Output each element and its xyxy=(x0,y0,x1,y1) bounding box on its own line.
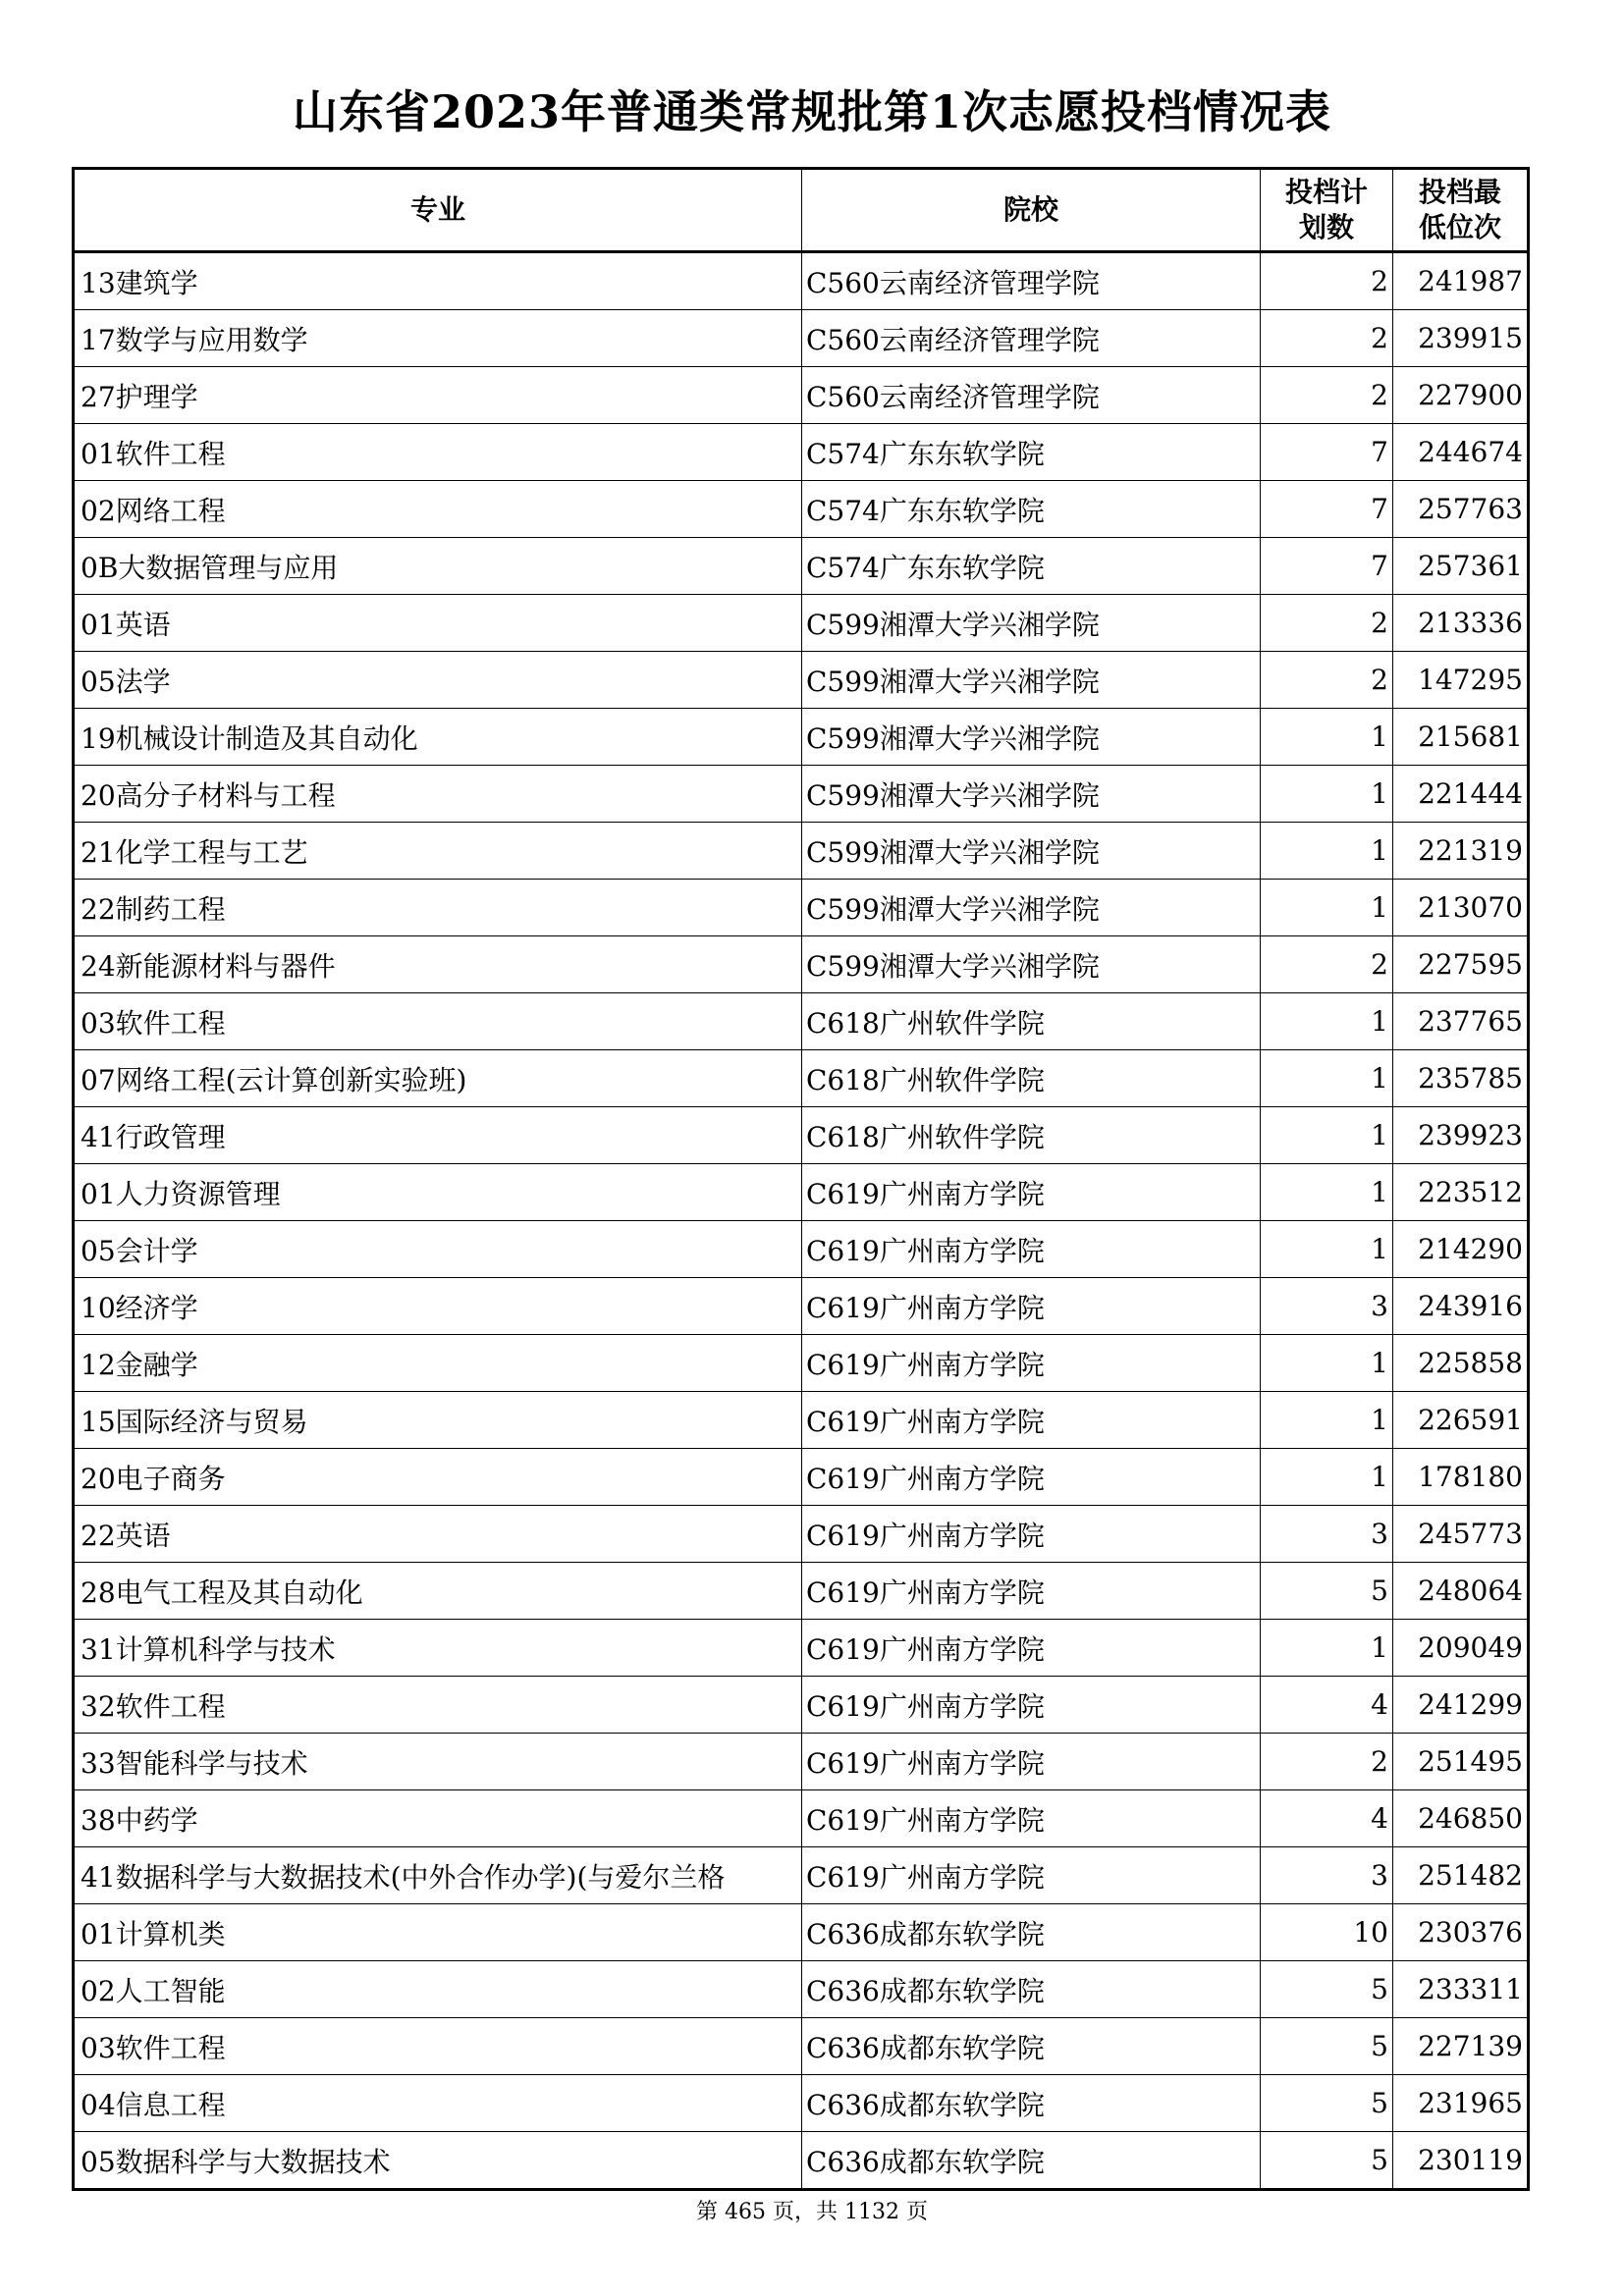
school-cell: C619广州南方学院 xyxy=(802,1164,1261,1221)
plan-count-cell: 2 xyxy=(1261,595,1393,652)
table-row xyxy=(74,1506,1529,1563)
page-title: 山东省2023年普通类常规批第1次志愿投档情况表 xyxy=(292,85,1332,138)
major-cell: 15国际经济与贸易 xyxy=(74,1392,802,1449)
school-cell: C619广州南方学院 xyxy=(802,1506,1261,1563)
table-row xyxy=(74,709,1529,766)
school-cell: C619广州南方学院 xyxy=(802,1734,1261,1790)
min-rank-cell: 230376 xyxy=(1393,1904,1529,1961)
major-cell: 04信息工程 xyxy=(74,2075,802,2132)
min-rank-cell: 227139 xyxy=(1393,2018,1529,2075)
major-cell: 05法学 xyxy=(74,652,802,709)
header-plan-line2: 划数 xyxy=(1298,211,1354,243)
min-rank-cell: 215681 xyxy=(1393,709,1529,766)
major-cell: 33智能科学与技术 xyxy=(74,1734,802,1790)
school-cell: C599湘潭大学兴湘学院 xyxy=(802,652,1261,709)
major-cell: 20高分子材料与工程 xyxy=(74,766,802,823)
plan-count-cell: 1 xyxy=(1261,709,1393,766)
school-cell: C636成都东软学院 xyxy=(802,1904,1261,1961)
major-cell: 01英语 xyxy=(74,595,802,652)
table-header-row xyxy=(74,169,1529,252)
table-row xyxy=(74,1050,1529,1107)
plan-count-cell: 1 xyxy=(1261,1221,1393,1278)
table-row xyxy=(74,595,1529,652)
plan-count-cell: 4 xyxy=(1261,1677,1393,1734)
plan-count-cell: 7 xyxy=(1261,424,1393,481)
table-row xyxy=(74,823,1529,880)
plan-count-cell: 7 xyxy=(1261,538,1393,595)
plan-count-cell: 1 xyxy=(1261,993,1393,1050)
header-rank-line2: 低位次 xyxy=(1418,211,1501,243)
school-cell: C599湘潭大学兴湘学院 xyxy=(802,595,1261,652)
table-row xyxy=(74,252,1529,310)
school-cell: C619广州南方学院 xyxy=(802,1278,1261,1335)
major-cell: 28电气工程及其自动化 xyxy=(74,1563,802,1620)
major-cell: 24新能源材料与器件 xyxy=(74,936,802,993)
major-cell: 03软件工程 xyxy=(74,993,802,1050)
min-rank-cell: 248064 xyxy=(1393,1563,1529,1620)
min-rank-cell: 235785 xyxy=(1393,1050,1529,1107)
major-cell: 41数据科学与大数据技术(中外合作办学)(与爱尔兰格 xyxy=(74,1847,802,1904)
plan-count-cell: 3 xyxy=(1261,1847,1393,1904)
header-school: 院校 xyxy=(802,169,1261,252)
school-cell: C619广州南方学院 xyxy=(802,1449,1261,1506)
min-rank-cell: 209049 xyxy=(1393,1620,1529,1677)
school-cell: C619广州南方学院 xyxy=(802,1847,1261,1904)
major-cell: 21化学工程与工艺 xyxy=(74,823,802,880)
school-cell: C560云南经济管理学院 xyxy=(802,367,1261,424)
min-rank-cell: 231965 xyxy=(1393,2075,1529,2132)
plan-count-cell: 2 xyxy=(1261,252,1393,310)
table-row xyxy=(74,2075,1529,2132)
school-cell: C619广州南方学院 xyxy=(802,1392,1261,1449)
plan-count-cell: 2 xyxy=(1261,310,1393,367)
min-rank-cell: 246850 xyxy=(1393,1790,1529,1847)
plan-count-cell: 4 xyxy=(1261,1790,1393,1847)
table-row xyxy=(74,1847,1529,1904)
school-cell: C599湘潭大学兴湘学院 xyxy=(802,709,1261,766)
major-cell: 31计算机科学与技术 xyxy=(74,1620,802,1677)
major-cell: 13建筑学 xyxy=(74,252,802,310)
major-cell: 02人工智能 xyxy=(74,1961,802,2018)
major-cell: 01计算机类 xyxy=(74,1904,802,1961)
min-rank-cell: 147295 xyxy=(1393,652,1529,709)
school-cell: C618广州软件学院 xyxy=(802,1050,1261,1107)
min-rank-cell: 221444 xyxy=(1393,766,1529,823)
table-row xyxy=(74,1107,1529,1164)
table-row xyxy=(74,993,1529,1050)
header-major: 专业 xyxy=(74,169,802,252)
min-rank-cell: 251495 xyxy=(1393,1734,1529,1790)
school-cell: C619广州南方学院 xyxy=(802,1563,1261,1620)
major-cell: 10经济学 xyxy=(74,1278,802,1335)
plan-count-cell: 2 xyxy=(1261,652,1393,709)
table-row xyxy=(74,1449,1529,1506)
table-row xyxy=(74,1620,1529,1677)
page-footer: 第 465 页，共 1132 页 xyxy=(696,2200,928,2224)
plan-count-cell: 3 xyxy=(1261,1278,1393,1335)
major-cell: 38中药学 xyxy=(74,1790,802,1847)
table-row xyxy=(74,1392,1529,1449)
table-row xyxy=(74,766,1529,823)
major-cell: 02网络工程 xyxy=(74,481,802,538)
min-rank-cell: 243916 xyxy=(1393,1278,1529,1335)
table-row xyxy=(74,880,1529,936)
major-cell: 05会计学 xyxy=(74,1221,802,1278)
min-rank-cell: 226591 xyxy=(1393,1392,1529,1449)
plan-count-cell: 5 xyxy=(1261,1563,1393,1620)
school-cell: C636成都东软学院 xyxy=(802,2075,1261,2132)
major-cell: 41行政管理 xyxy=(74,1107,802,1164)
min-rank-cell: 214290 xyxy=(1393,1221,1529,1278)
school-cell: C619广州南方学院 xyxy=(802,1335,1261,1392)
plan-count-cell: 1 xyxy=(1261,766,1393,823)
min-rank-cell: 244674 xyxy=(1393,424,1529,481)
major-cell: 05数据科学与大数据技术 xyxy=(74,2132,802,2190)
table-row xyxy=(74,1278,1529,1335)
min-rank-cell: 239923 xyxy=(1393,1107,1529,1164)
school-cell: C636成都东软学院 xyxy=(802,2018,1261,2075)
major-cell: 17数学与应用数学 xyxy=(74,310,802,367)
major-cell: 27护理学 xyxy=(74,367,802,424)
table-row xyxy=(74,481,1529,538)
header-rank-line1: 投档最 xyxy=(1418,176,1501,208)
min-rank-cell: 223512 xyxy=(1393,1164,1529,1221)
table-row xyxy=(74,652,1529,709)
school-cell: C560云南经济管理学院 xyxy=(802,252,1261,310)
plan-count-cell: 5 xyxy=(1261,2018,1393,2075)
plan-count-cell: 1 xyxy=(1261,1449,1393,1506)
major-cell: 07网络工程(云计算创新实验班) xyxy=(74,1050,802,1107)
school-cell: C619广州南方学院 xyxy=(802,1677,1261,1734)
min-rank-cell: 233311 xyxy=(1393,1961,1529,2018)
plan-count-cell: 5 xyxy=(1261,1961,1393,2018)
school-cell: C618广州软件学院 xyxy=(802,993,1261,1050)
plan-count-cell: 7 xyxy=(1261,481,1393,538)
min-rank-cell: 225858 xyxy=(1393,1335,1529,1392)
plan-count-cell: 2 xyxy=(1261,936,1393,993)
min-rank-cell: 213070 xyxy=(1393,880,1529,936)
major-cell: 0B大数据管理与应用 xyxy=(74,538,802,595)
plan-count-cell: 10 xyxy=(1261,1904,1393,1961)
plan-count-cell: 2 xyxy=(1261,367,1393,424)
table-row xyxy=(74,1961,1529,2018)
major-cell: 19机械设计制造及其自动化 xyxy=(74,709,802,766)
major-cell: 32软件工程 xyxy=(74,1677,802,1734)
school-cell: C619广州南方学院 xyxy=(802,1790,1261,1847)
min-rank-cell: 230119 xyxy=(1393,2132,1529,2190)
table-row xyxy=(74,1677,1529,1734)
school-cell: C574广东东软学院 xyxy=(802,424,1261,481)
header-rank xyxy=(1393,169,1529,252)
min-rank-cell: 241987 xyxy=(1393,252,1529,310)
plan-count-cell: 1 xyxy=(1261,1050,1393,1107)
plan-count-cell: 1 xyxy=(1261,880,1393,936)
min-rank-cell: 221319 xyxy=(1393,823,1529,880)
major-cell: 22英语 xyxy=(74,1506,802,1563)
school-cell: C636成都东软学院 xyxy=(802,1961,1261,2018)
plan-count-cell: 5 xyxy=(1261,2132,1393,2190)
min-rank-cell: 213336 xyxy=(1393,595,1529,652)
table-body xyxy=(74,252,1529,2190)
school-cell: C560云南经济管理学院 xyxy=(802,310,1261,367)
table-row xyxy=(74,2132,1529,2190)
plan-count-cell: 1 xyxy=(1261,1620,1393,1677)
table-row xyxy=(74,310,1529,367)
header-plan-line1: 投档计 xyxy=(1284,176,1368,208)
plan-count-cell: 1 xyxy=(1261,1107,1393,1164)
table-row xyxy=(74,1563,1529,1620)
min-rank-cell: 178180 xyxy=(1393,1449,1529,1506)
school-cell: C599湘潭大学兴湘学院 xyxy=(802,936,1261,993)
major-cell: 03软件工程 xyxy=(74,2018,802,2075)
plan-count-cell: 1 xyxy=(1261,1335,1393,1392)
school-cell: C636成都东软学院 xyxy=(802,2132,1261,2190)
min-rank-cell: 245773 xyxy=(1393,1506,1529,1563)
table-row xyxy=(74,1335,1529,1392)
min-rank-cell: 257763 xyxy=(1393,481,1529,538)
school-cell: C618广州软件学院 xyxy=(802,1107,1261,1164)
min-rank-cell: 227595 xyxy=(1393,936,1529,993)
min-rank-cell: 227900 xyxy=(1393,367,1529,424)
major-cell: 12金融学 xyxy=(74,1335,802,1392)
table-row xyxy=(74,2018,1529,2075)
plan-count-cell: 1 xyxy=(1261,1392,1393,1449)
min-rank-cell: 241299 xyxy=(1393,1677,1529,1734)
min-rank-cell: 237765 xyxy=(1393,993,1529,1050)
table-row xyxy=(74,1164,1529,1221)
table-row xyxy=(74,936,1529,993)
major-cell: 01软件工程 xyxy=(74,424,802,481)
plan-count-cell: 5 xyxy=(1261,2075,1393,2132)
table-row xyxy=(74,367,1529,424)
plan-count-cell: 1 xyxy=(1261,823,1393,880)
table-row xyxy=(74,1221,1529,1278)
school-cell: C574广东东软学院 xyxy=(802,481,1261,538)
table-row xyxy=(74,1734,1529,1790)
plan-count-cell: 3 xyxy=(1261,1506,1393,1563)
school-cell: C619广州南方学院 xyxy=(802,1221,1261,1278)
school-cell: C599湘潭大学兴湘学院 xyxy=(802,766,1261,823)
table-row xyxy=(74,538,1529,595)
header-plan xyxy=(1261,169,1393,252)
min-rank-cell: 257361 xyxy=(1393,538,1529,595)
major-cell: 01人力资源管理 xyxy=(74,1164,802,1221)
table-row xyxy=(74,1790,1529,1847)
plan-count-cell: 2 xyxy=(1261,1734,1393,1790)
admission-table xyxy=(72,167,1530,2191)
table-row xyxy=(74,1904,1529,1961)
min-rank-cell: 251482 xyxy=(1393,1847,1529,1904)
school-cell: C599湘潭大学兴湘学院 xyxy=(802,880,1261,936)
school-cell: C619广州南方学院 xyxy=(802,1620,1261,1677)
school-cell: C599湘潭大学兴湘学院 xyxy=(802,823,1261,880)
school-cell: C574广东东软学院 xyxy=(802,538,1261,595)
major-cell: 20电子商务 xyxy=(74,1449,802,1506)
plan-count-cell: 1 xyxy=(1261,1164,1393,1221)
table-row xyxy=(74,424,1529,481)
major-cell: 22制药工程 xyxy=(74,880,802,936)
min-rank-cell: 239915 xyxy=(1393,310,1529,367)
